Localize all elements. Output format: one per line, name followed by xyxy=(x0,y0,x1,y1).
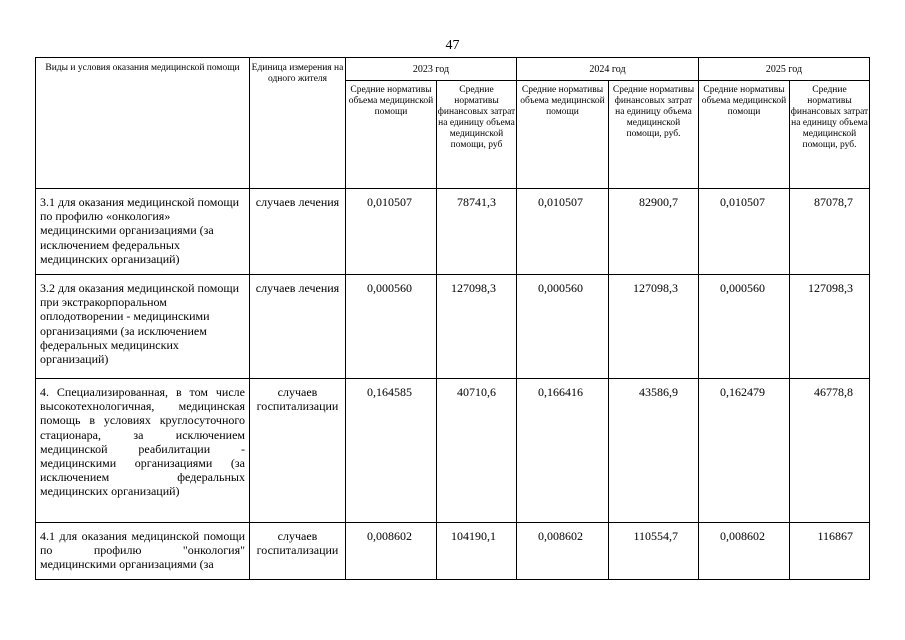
cell-volume-2024: 0,010507 xyxy=(517,189,609,275)
medical-norms-table xyxy=(35,57,870,580)
row-name: 4.1 для оказания медицинской помощи по профилю "онкология" медицинскими организациями (за xyxy=(36,523,250,580)
table-row xyxy=(36,275,870,379)
cell-cost-2023: 78741,3 xyxy=(437,189,517,275)
header-cost-2024: Средние нормативы финансовых затрат на единицу объема медицинской помощи, руб. xyxy=(609,81,699,189)
cell-volume-2024: 0,008602 xyxy=(517,523,609,580)
cell-cost-2024: 110554,7 xyxy=(609,523,699,580)
row-unit: случаев лечения xyxy=(250,275,346,379)
table-row xyxy=(36,523,870,580)
cell-cost-2025: 87078,7 xyxy=(790,189,870,275)
cell-cost-2025: 127098,3 xyxy=(790,275,870,379)
cell-cost-2024: 43586,9 xyxy=(609,379,699,523)
cell-volume-2024: 0,166416 xyxy=(517,379,609,523)
cell-cost-2024: 82900,7 xyxy=(609,189,699,275)
page-number: 47 xyxy=(445,38,460,53)
row-name: 4. Специализированная, в том числе высокотехнологичная, медицинская помощь в условиях круглосуточного стационара, за исключением медицинской реабилитации - медицинскими организациями (за исключением федеральных медицинских организаций) xyxy=(36,379,250,523)
row-unit: случаев лечения xyxy=(250,189,346,275)
header-cost-2025: Средние нормативы финансовых затрат на единицу объема медицинской помощи, руб. xyxy=(790,81,870,189)
table-row xyxy=(36,189,870,275)
header-year-2024: 2024 год xyxy=(517,58,699,81)
row-unit: случаев госпитализации xyxy=(250,523,346,580)
cell-volume-2025: 0,008602 xyxy=(699,523,790,580)
table-row xyxy=(36,379,870,523)
cell-volume-2023: 0,010507 xyxy=(346,189,437,275)
header-volume-2025: Средние нормативы объема медицинской помощи xyxy=(699,81,790,189)
row-name: 3.2 для оказания медицинской помощи при экстракорпоральном оплодотворении - медицинскими организациями (за исключением федеральных медицинских организаций) xyxy=(36,275,250,379)
header-unit: Единица измерения на одного жителя xyxy=(250,58,346,189)
header-year-2023: 2023 год xyxy=(346,58,517,81)
cell-cost-2025: 116867 xyxy=(790,523,870,580)
cell-cost-2023: 40710,6 xyxy=(437,379,517,523)
cell-volume-2025: 0,162479 xyxy=(699,379,790,523)
cell-cost-2024: 127098,3 xyxy=(609,275,699,379)
cell-volume-2023: 0,164585 xyxy=(346,379,437,523)
cell-cost-2023: 127098,3 xyxy=(437,275,517,379)
cell-volume-2025: 0,000560 xyxy=(699,275,790,379)
row-name: 3.1 для оказания медицинской помощи по профилю «онкология» медицинскими организациями (за исключением федеральных медицинских организаций) xyxy=(36,189,250,275)
row-unit: случаев госпитализации xyxy=(250,379,346,523)
header-volume-2023: Средние нормативы объема медицинской помощи xyxy=(346,81,437,189)
cell-cost-2023: 104190,1 xyxy=(437,523,517,580)
header-type-of-care: Виды и условия оказания медицинской помощи xyxy=(36,58,250,189)
cell-volume-2023: 0,008602 xyxy=(346,523,437,580)
cell-volume-2024: 0,000560 xyxy=(517,275,609,379)
cell-volume-2025: 0,010507 xyxy=(699,189,790,275)
header-year-2025: 2025 год xyxy=(699,58,870,81)
cell-volume-2023: 0,000560 xyxy=(346,275,437,379)
header-cost-2023: Средние нормативы финансовых затрат на единицу объема медицинской помощи, руб xyxy=(437,81,517,189)
header-volume-2024: Средние нормативы объема медицинской помощи xyxy=(517,81,609,189)
cell-cost-2025: 46778,8 xyxy=(790,379,870,523)
